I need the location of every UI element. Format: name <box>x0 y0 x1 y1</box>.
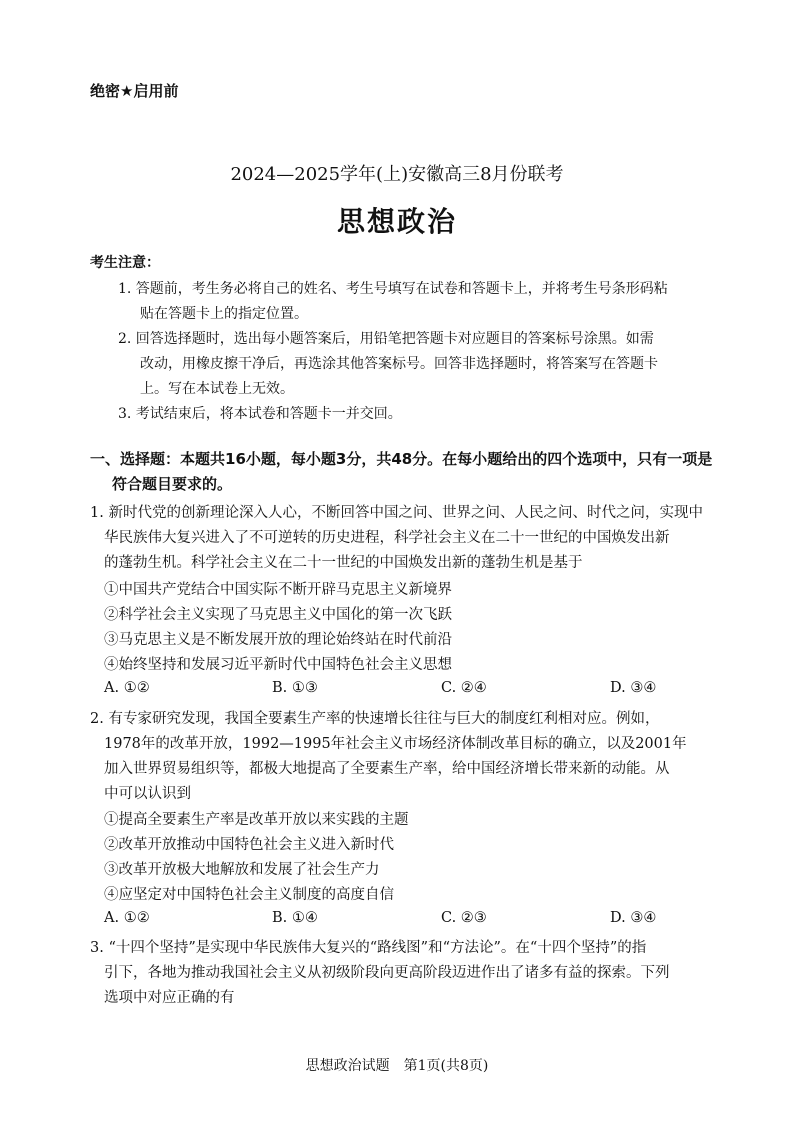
question-1-option-d[interactable]: D. ③④ <box>610 680 657 696</box>
page-footer: 思想政治试题 第1页(共8页) <box>305 1058 489 1074</box>
question-2-stem: 2. 有专家研究发现，我国全要素生产率的快速增长往往与巨大的制度红利相对应。例如， <box>90 711 660 727</box>
notice-heading: 考生注意： <box>90 255 160 271</box>
question-2-stem: 中可以认识到 <box>104 786 191 802</box>
question-1-stem: 华民族伟大复兴进入了不可逆转的历史进程，科学社会主义在二十一世纪的中国焕发出新 <box>104 530 670 546</box>
question-2-option-d[interactable]: D. ③④ <box>610 910 657 926</box>
section-heading-cont: 符合题目要求的。 <box>112 475 233 493</box>
question-1-stem: 1. 新时代党的创新理论深入人心，不断回答中国之问、世界之问、人民之问、时代之问，实现中 <box>90 505 703 521</box>
notice-line: 1. 答题前，考生务必将自己的姓名、考生号填写在试卷和答题卡上，并将考生号条形码粘 <box>118 281 668 297</box>
question-1-item: ④始终坚持和发展习近平新时代中国特色社会主义思想 <box>104 657 452 673</box>
subject-title: 思想政治 <box>336 205 457 238</box>
section-heading: 一、选择题：本题共16小题，每小题3分，共48分。在每小题给出的四个选项中，只有一项是 <box>90 450 713 468</box>
question-2-item: ④应坚定对中国特色社会主义制度的高度自信 <box>104 887 394 903</box>
notice-line: 改动，用橡皮擦干净后，再选涂其他答案标号。回答非选择题时，将答案写在答题卡 <box>140 356 658 372</box>
question-2-item: ③改革开放极大地解放和发展了社会生产力 <box>104 862 380 878</box>
exam-title: 2024—2025学年(上)安徽高三8月份联考 <box>230 164 564 185</box>
notice-line: 3. 考试结束后，将本试卷和答题卡一并交回。 <box>118 406 402 422</box>
question-2-option-a[interactable]: A. ①② <box>104 910 150 926</box>
question-1-item: ②科学社会主义实现了马克思主义中国化的第一次飞跃 <box>104 607 452 623</box>
question-1-option-a[interactable]: A. ①② <box>104 680 150 696</box>
question-3-stem: 引下，各地为推动我国社会主义从初级阶段向更高阶段迈进作出了诸多有益的探索。下列 <box>104 965 670 981</box>
question-2-option-c[interactable]: C. ②③ <box>441 910 487 926</box>
question-1-stem: 的蓬勃生机。科学社会主义在二十一世纪的中国焕发出新的蓬勃生机是基于 <box>104 555 583 571</box>
question-1-option-b[interactable]: B. ①③ <box>272 680 318 696</box>
notice-line: 上。写在本试卷上无效。 <box>140 381 294 397</box>
question-2-option-b[interactable]: B. ①④ <box>272 910 318 926</box>
question-2-item: ②改革开放推动中国特色社会主义进入新时代 <box>104 837 394 853</box>
confidential-mark: 绝密★启用前 <box>90 82 179 100</box>
question-1-option-c[interactable]: C. ②④ <box>441 680 487 696</box>
question-1-item: ①中国共产党结合中国实际不断开辟马克思主义新境界 <box>104 582 452 598</box>
notice-line: 2. 回答选择题时，选出每小题答案后，用铅笔把答题卡对应题目的答案标号涂黑。如需 <box>118 331 654 347</box>
question-3-stem: 选项中对应正确的有 <box>104 990 235 1006</box>
question-3-stem: 3. “十四个坚持”是实现中华民族伟大复兴的“路线图”和“方法论”。在“十四个坚持”的指 <box>90 940 647 956</box>
question-2-stem: 加入世界贸易组织等，都极大地提高了全要素生产率，给中国经济增长带来新的动能。从 <box>104 761 670 777</box>
question-2-item: ①提高全要素生产率是改革开放以来实践的主题 <box>104 812 409 828</box>
notice-line: 贴在答题卡上的指定位置。 <box>140 306 308 322</box>
question-1-item: ③马克思主义是不断发展开放的理论始终站在时代前沿 <box>104 632 452 648</box>
question-2-stem: 1978年的改革开放，1992—1995年社会主义市场经济体制改革目标的确立，以及2001年 <box>104 736 687 752</box>
